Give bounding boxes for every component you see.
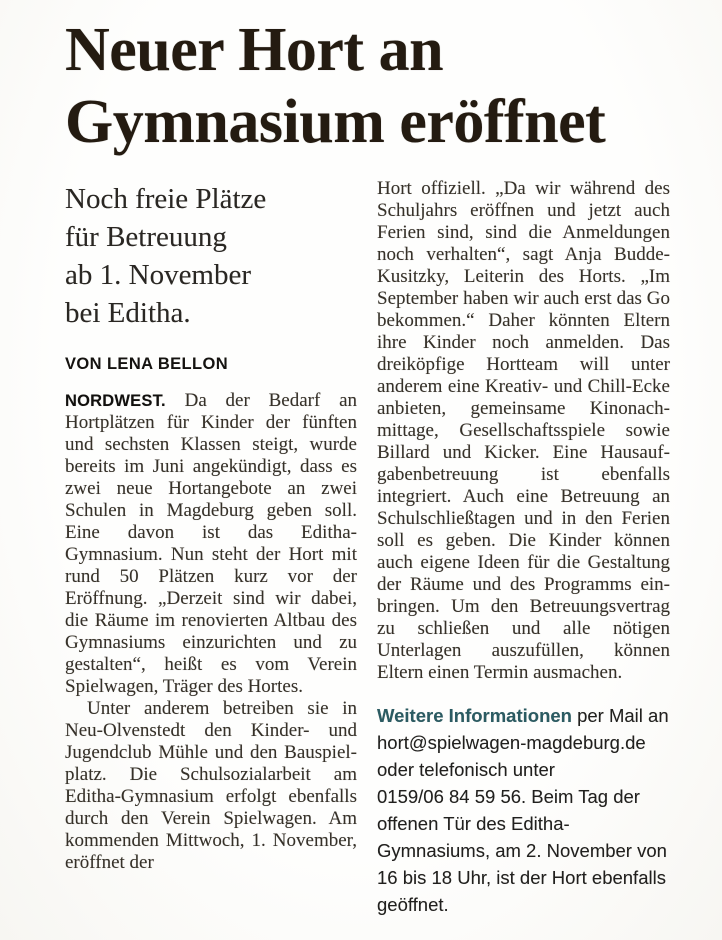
- subtitle-line-3: ab 1. November: [65, 259, 252, 291]
- location-tag: NORDWEST.: [65, 392, 166, 410]
- subtitle-line-4: bei Editha.: [65, 297, 191, 329]
- byline: VON LENA BELLON: [65, 355, 229, 373]
- info-details: 0159/06 84 59 56. Beim Tag der offenen Tür des Editha-Gymnasiums, am 2. November von 16 bis 18 Uhr, ist der Hort ebenfalls geöffnet.: [377, 786, 667, 915]
- info-line-1: [377, 702, 670, 729]
- paragraph-3: Hort offiziell. „Da wir während des Schuljahrs eröffnen und jetzt auch Ferien sind, sind die Anmeldungen noch verhalten“, sagt Anja Budde-Kusitzky, Leiterin des Horts. „Im September haben wir auch erst das Go bekommen.“ Daher könnten Eltern ihre Kinder noch anmelden. Das dreiköpfige Hortteam will unter anderem eine Kreativ- und Chill-Ecke anbieten, gemeinsame Kinonachmittage, Gesellschaftsspiele sowie Billard und Kicker. Eine Hausaufgabenbetreuung ist ebenfalls integriert. Auch eine Betreuung an Schulschließtagen und in den Ferien soll es geben. Die Kinder können auch eigene Ideen für die Gestaltung der Räume und des Programms einbringen. Um den Betreuungsvertrag zu schließen und alle nötigen Unterlagen auszufüllen, können Eltern einen Termin ausmachen.: [377, 178, 670, 683]
- info-line-1-rest: per Mail an: [577, 705, 669, 726]
- subtitle-line-1: Noch freie Plätze: [65, 183, 267, 215]
- column-right: [377, 178, 670, 918]
- paragraph-2: Unter anderem betreiben sie in Neu-Olvenstedt den Kinder- und Jugendclub Mühle und den Bauspielplatz. Die Schulsozialarbeit am Editha-Gymnasium erfolgt ebenfalls durch den Verein Spielwagen. Am kommenden Mittwoch, 1. November, eröffnet der: [65, 698, 357, 873]
- info-phone-intro: oder telefonisch unter: [377, 759, 555, 780]
- paragraph-1-text: Da der Bedarf an Hortplätzen für Kinder der fünften und sechsten Klassen steigt, wurde bereits im Juni angekündigt, dass es zwei neue Hortangebote an zwei Schulen in Magdeburg geben soll. Eine davon ist das Editha-Gymnasium. Nun steht der Hort mit rund 50 Plätzen kurz vor der Eröffnung. „Derzeit sind wir dabei, die Räume im renovierten Altbau des Gymnasiums einzurichten und zu gestalten“, heißt es vom Verein Spielwagen, Träger des Hortes.: [65, 390, 358, 697]
- subtitle-line-2: für Betreuung: [65, 221, 227, 253]
- info-label: Weitere Informationen: [377, 705, 572, 726]
- subtitle: [65, 180, 357, 332]
- info-box: [377, 702, 670, 918]
- column-layout: [65, 178, 670, 918]
- info-email: hort@spielwagen-magdeburg.de: [377, 732, 646, 753]
- headline: Neuer Hort an Gymnasium eröffnet: [65, 16, 606, 156]
- column-left: [65, 178, 357, 918]
- paragraph-1: [65, 390, 357, 698]
